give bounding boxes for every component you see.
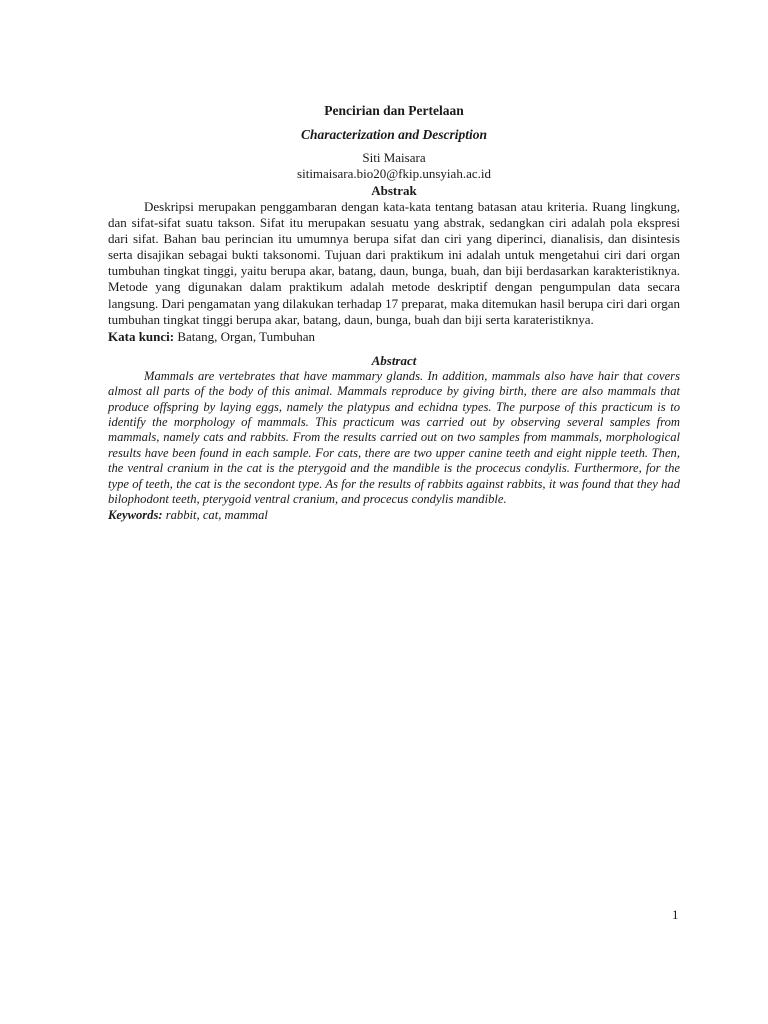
abstract-keywords-value: rabbit, cat, mammal bbox=[165, 508, 268, 523]
abstrak-keywords bbox=[108, 328, 680, 345]
abstract-keywords-label: Keywords: bbox=[108, 508, 163, 523]
abstrak-heading: Abstrak bbox=[371, 183, 417, 198]
page-number: 1 bbox=[672, 907, 679, 922]
paper-subtitle: Characterization and Description bbox=[300, 127, 488, 142]
abstract-heading: Abstract bbox=[371, 352, 417, 368]
abstract-body: Mammals are vertebrates that have mammary glands. In addition, mammals also have hair that covers almost all parts of the body of this animal. Mammals reproduce by giving birth, there are also mammals that produce offspring by laying eggs, namely the platypus and echidna types. The purpose of this practicum is to identify the morphology of mammals. This practicum was carried out by observing several samples from mammals, namely cats and rabbits. From the results carried out on two samples from mammals, morphological results have been found in each sample. For cats, there are two upper canine teeth and eight nipple teeth. Then, the ventral cranium in the cat is the pterygoid and the mandible is the procecus condylis. Furthermore, for the type of teeth, the cat is the secondont type. As for the results of rabbits against rabbits, it was found that they had bilophodont teeth, pterygoid ventral cranium, and procecus condylis mandible. bbox=[108, 368, 680, 506]
paper-title: Pencirian dan Pertelaan bbox=[324, 103, 464, 118]
document-content bbox=[108, 102, 680, 524]
author-email: sitimaisara.bio20@fkip.unsyiah.ac.id bbox=[297, 166, 491, 181]
abstrak-keywords-value: Batang, Organ, Tumbuhan bbox=[177, 328, 316, 344]
abstrak-body: Deskripsi merupakan penggambaran dengan kata-kata tentang batasan atau kriteria. Ruang lingkung, dan sifat-sifat suatu takson. Sifat itu merupakan sesuatu yang abstrak, sedangkan ciri adalah pola ekspresi dari sifat. Bahan bau perincian itu umumnya berupa sifat dan ciri yang diperinci, dianalisis, dan disintesis serta disajikan sebagai bukti taksonomi. Tujuan dari praktikum ini adalah untuk mengetahui ciri dari organ tumbuhan tingkat tinggi, yaitu berupa akar, batang, daun, bunga, buah, dan biji berdasarkan karakteristiknya. Metode yang digunakan dalam praktikum adalah metode deskriptif dengan pengumpulan data secara langsung. Dari pengamatan yang dilakukan terhadap 17 preparat, maka ditemukan hasil berupa ciri dari organ tumbuhan tingkat tinggi berupa akar, batang, daun, bunga, buah dan biji serta karateristiknya. bbox=[108, 199, 680, 327]
author-name: Siti Maisara bbox=[362, 150, 426, 165]
abstrak-keywords-label: Kata kunci: bbox=[108, 328, 175, 344]
abstract-keywords bbox=[108, 507, 680, 524]
